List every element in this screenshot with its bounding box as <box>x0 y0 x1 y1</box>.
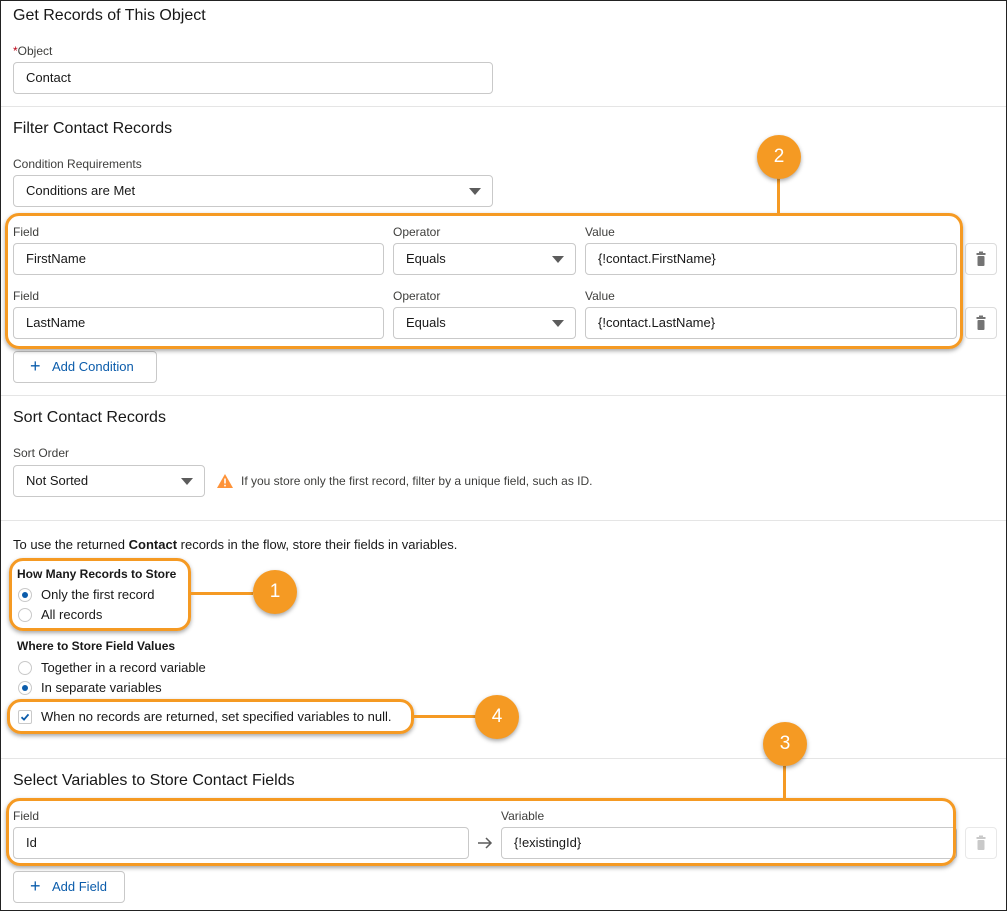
radio-separate-variables-label: In separate variables <box>41 680 162 695</box>
sort-order-label: Sort Order <box>13 446 70 460</box>
condition-value-input[interactable]: {!contact.FirstName} <box>585 243 957 275</box>
delete-condition-button[interactable] <box>965 307 997 339</box>
variables-variable-label: Variable <box>501 809 545 823</box>
required-marker: * <box>13 44 18 58</box>
filter-title: Filter Contact Records <box>13 120 173 137</box>
trash-icon <box>966 828 996 858</box>
object-label: Object <box>17 44 53 58</box>
condition-operator-label: Operator <box>393 225 441 239</box>
radio-all-records-label: All records <box>41 607 103 622</box>
radio-record-variable-label: Together in a record variable <box>41 660 206 675</box>
plus-icon: + <box>30 876 41 896</box>
chevron-down-icon <box>469 188 481 195</box>
sort-title: Sort Contact Records <box>13 409 166 426</box>
condition-requirements-label: Condition Requirements <box>13 157 142 171</box>
callout-connector <box>777 178 780 214</box>
condition-operator-label: Operator <box>393 289 441 303</box>
get-records-title: Get Records of This Object <box>13 7 206 24</box>
callout-highlight-conditions <box>5 213 963 349</box>
where-label: Where to Store Field Values <box>17 639 176 653</box>
variables-field-input[interactable]: Id <box>13 827 469 859</box>
section-divider <box>1 395 1006 396</box>
store-intro-suffix: records in the flow, store their fields in variables. <box>177 537 458 552</box>
delete-condition-button[interactable] <box>965 243 997 275</box>
condition-field-input[interactable]: FirstName <box>13 243 384 275</box>
add-field-button[interactable] <box>13 871 125 903</box>
store-intro-text <box>13 537 457 552</box>
sort-order-value: Not Sorted <box>26 473 89 488</box>
condition-value-label: Value <box>585 225 615 239</box>
radio-first-record-label: Only the first record <box>41 587 155 602</box>
callout-badge-2: 2 <box>757 135 801 179</box>
variables-title: Select Variables to Store Contact Fields <box>13 772 295 789</box>
add-condition-button[interactable] <box>13 351 157 383</box>
warning-icon <box>216 473 234 489</box>
delete-field-button[interactable] <box>965 827 997 859</box>
callout-highlight-null-checkbox <box>7 699 414 734</box>
section-divider <box>1 520 1006 521</box>
sort-warning-text: If you store only the first record, filter by a unique field, such as ID. <box>241 474 593 488</box>
condition-requirements-value: Conditions are Met <box>26 183 136 198</box>
add-condition-label: Add Condition <box>52 359 134 374</box>
trash-icon <box>966 244 996 274</box>
condition-field-input[interactable]: LastName <box>13 307 384 339</box>
variables-variable-input[interactable]: {!existingId} <box>501 827 957 859</box>
callout-highlight-how-many <box>9 558 191 631</box>
section-divider <box>1 758 1006 759</box>
radio-separate-variables[interactable] <box>18 681 32 695</box>
callout-badge-3: 3 <box>763 722 807 766</box>
null-checkbox-label: When no records are returned, set specified variables to null. <box>41 709 392 724</box>
condition-value-input[interactable]: {!contact.LastName} <box>585 307 957 339</box>
condition-field-label: Field <box>13 289 40 303</box>
how-many-label: How Many Records to Store <box>17 567 177 581</box>
trash-icon <box>966 308 996 338</box>
variables-field-label: Field <box>13 809 40 823</box>
store-intro-object: Contact <box>128 537 178 552</box>
store-intro-prefix: To use the returned <box>13 537 129 552</box>
callout-connector <box>414 715 476 718</box>
chevron-down-icon <box>181 478 193 485</box>
callout-badge-4: 4 <box>475 695 519 739</box>
condition-value-label: Value <box>585 289 615 303</box>
callout-connector <box>783 766 786 799</box>
object-input[interactable]: Contact <box>13 62 493 94</box>
callout-connector <box>191 592 253 595</box>
sort-order-select[interactable] <box>13 465 205 497</box>
condition-requirements-select[interactable] <box>13 175 493 207</box>
section-divider <box>1 106 1006 107</box>
callout-highlight-variables <box>6 798 956 866</box>
radio-record-variable[interactable] <box>18 661 32 675</box>
condition-field-label: Field <box>13 225 40 239</box>
condition-operator-value: Equals <box>406 315 446 330</box>
condition-operator-value: Equals <box>406 251 446 266</box>
object-label-row <box>13 44 52 58</box>
callout-badge-1: 1 <box>253 570 297 614</box>
add-field-label: Add Field <box>52 879 107 894</box>
plus-icon: + <box>30 356 41 376</box>
